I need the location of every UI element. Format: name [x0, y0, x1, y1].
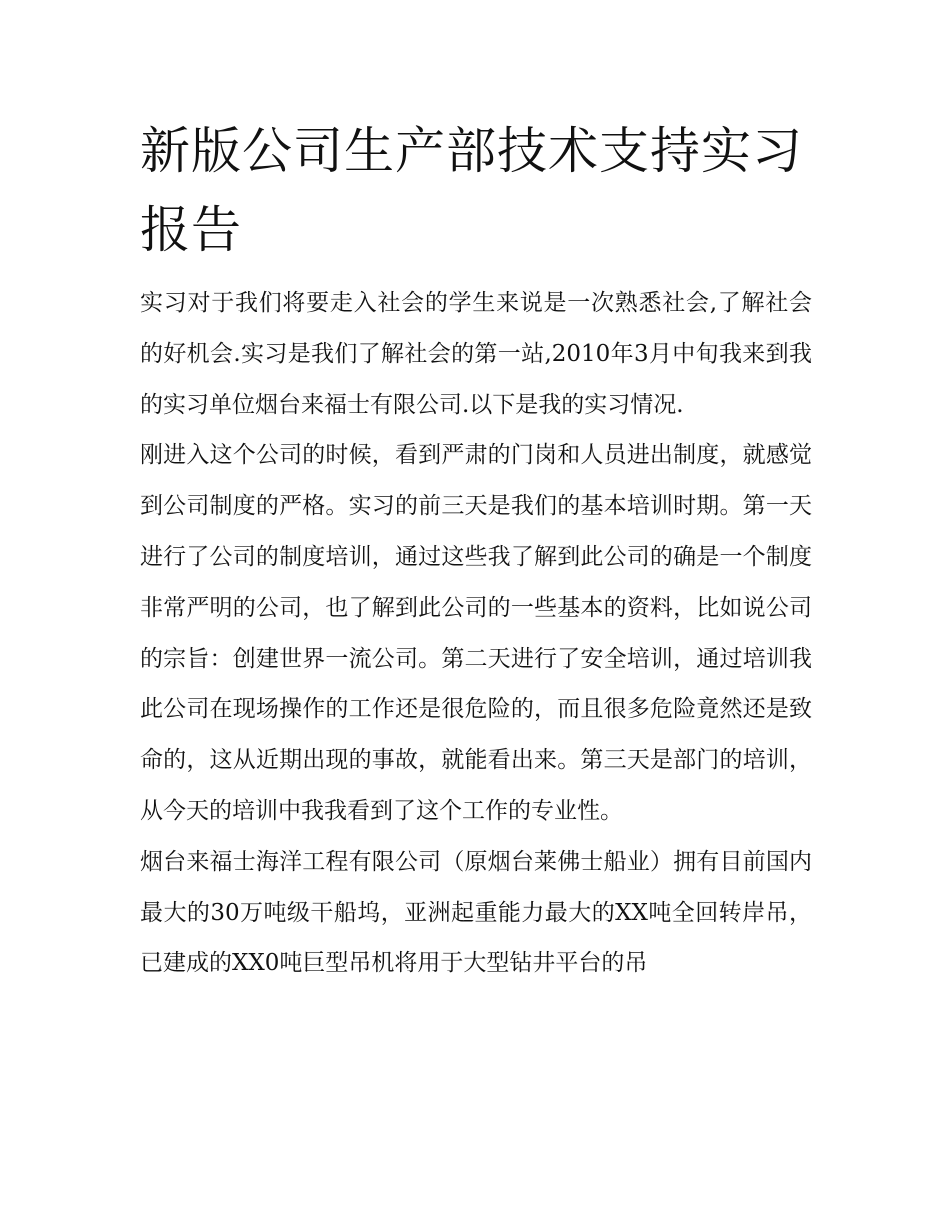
paragraph-company: 烟台来福士海洋工程有限公司（原烟台莱佛士船业）拥有目前国内最大的30万吨级干船坞，亚洲起重能力最大的XX吨全回转岸吊，已建成的XX0吨巨型吊机将用于大型钻井平台的吊 [140, 848, 812, 977]
document-title: 新版公司生产部技术支持实习报告 [140, 122, 803, 259]
document-body [140, 278, 812, 989]
paragraph-intro: 实习对于我们将要走入社会的学生来说是一次熟悉社会,了解社会的好机会.实习是我们了解社会的第一站,2010年3月中旬我来到我的实习单位烟台来福士有限公司.以下是我的实习情况. [140, 290, 812, 418]
paragraph-training: 刚进入这个公司的时候，看到严肃的门岗和人员进出制度，就感觉到公司制度的严格。实习的前三天是我们的基本培训时期。第一天进行了公司的制度培训，通过这些我了解到此公司的确是一个制度非常严明的公司，也了解到此公司的一些基本的资料，比如说公司的宗旨：创建世界一流公司。第二天进行了安全培训，通过培训我此公司在现场操作的工作还是很危险的，而且很多危险竟然还是致命的，这从近期出现的事故，就能看出来。第三天是部门的培训，从今天的培训中我我看到了这个工作的专业性。 [140, 442, 812, 824]
